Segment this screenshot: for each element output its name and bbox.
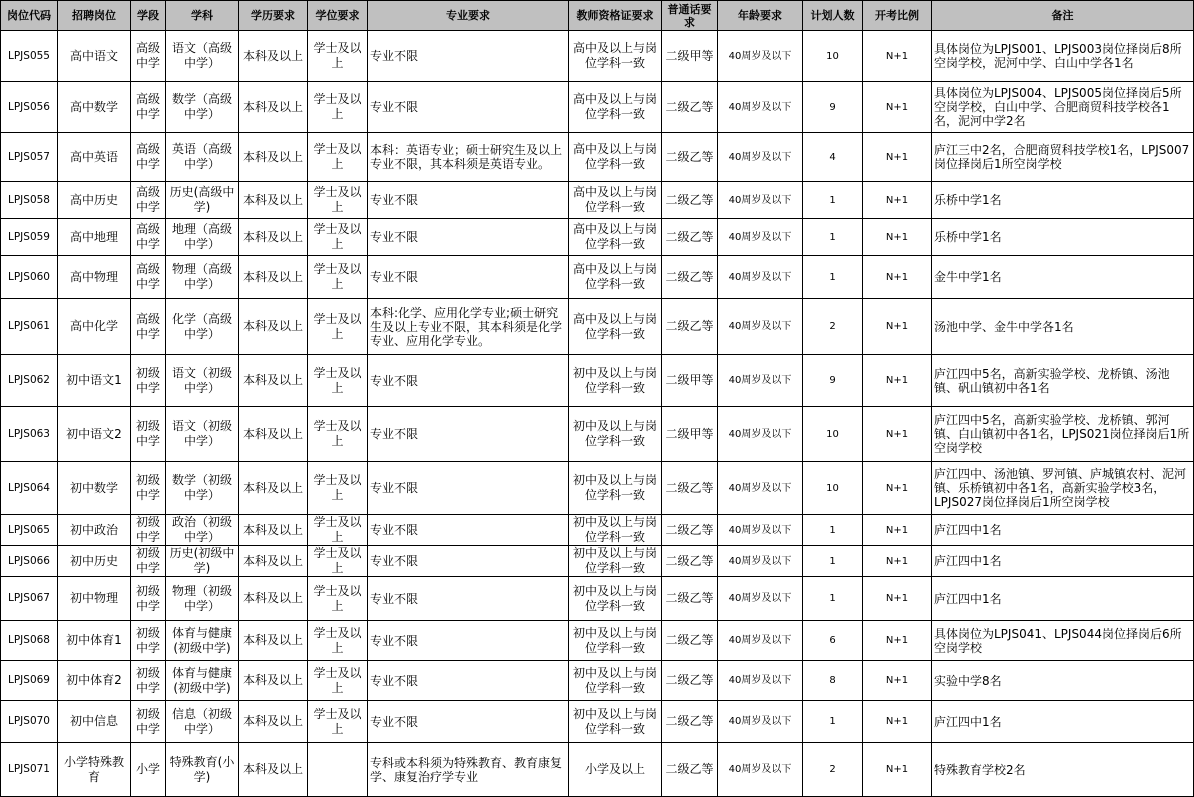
note-cell: 庐江四中1名	[932, 701, 1194, 743]
count-cell: 1	[803, 515, 863, 546]
education-cell: 本科及以上	[239, 577, 308, 621]
certificate-cell: 高中及以上与岗位学科一致	[569, 299, 662, 355]
header-ratio: 开考比例	[863, 1, 932, 31]
stage-cell: 初级中学	[131, 577, 166, 621]
education-cell: 本科及以上	[239, 355, 308, 407]
degree-cell: 学士及以上	[308, 355, 368, 407]
stage-cell: 初级中学	[131, 407, 166, 462]
stage-cell: 高级中学	[131, 82, 166, 133]
mandarin-cell: 二级甲等	[662, 31, 718, 82]
certificate-cell: 初中及以上与岗位学科一致	[569, 701, 662, 743]
mandarin-cell: 二级乙等	[662, 462, 718, 515]
certificate-cell: 高中及以上与岗位学科一致	[569, 82, 662, 133]
ratio-cell: N+1	[863, 661, 932, 701]
code-cell: LPJS066	[1, 546, 58, 577]
subject-cell: 数学（初级中学）	[166, 462, 239, 515]
ratio-cell: N+1	[863, 182, 932, 219]
note-cell: 庐江四中、汤池镇、罗河镇、庐城镇农村、泥河镇、乐桥镇初中各1名，高新实验学校3名，LPJS027岗位择岗后1所空岗学校	[932, 462, 1194, 515]
degree-cell: 学士及以上	[308, 462, 368, 515]
post-cell: 初中数学	[58, 462, 131, 515]
degree-cell: 学士及以上	[308, 661, 368, 701]
header-subject: 学科	[166, 1, 239, 31]
note-cell: 金牛中学1名	[932, 256, 1194, 299]
mandarin-cell: 二级甲等	[662, 355, 718, 407]
stage-cell: 小学	[131, 743, 166, 797]
table-row	[1, 407, 1194, 462]
count-cell: 10	[803, 462, 863, 515]
mandarin-cell: 二级乙等	[662, 82, 718, 133]
code-cell: LPJS057	[1, 133, 58, 182]
mandarin-cell: 二级乙等	[662, 661, 718, 701]
stage-cell: 初级中学	[131, 661, 166, 701]
table-header	[1, 1, 1194, 31]
ratio-cell: N+1	[863, 407, 932, 462]
code-cell: LPJS055	[1, 31, 58, 82]
table-row	[1, 661, 1194, 701]
education-cell: 本科及以上	[239, 407, 308, 462]
table-row	[1, 182, 1194, 219]
note-cell: 具体岗位为LPJS041、LPJS044岗位择岗后6所空岗学校	[932, 621, 1194, 661]
stage-cell: 初级中学	[131, 621, 166, 661]
certificate-cell: 高中及以上与岗位学科一致	[569, 256, 662, 299]
header-major: 专业要求	[368, 1, 569, 31]
subject-cell: 地理（高级中学）	[166, 219, 239, 256]
major-cell: 本科：英语专业；硕士研究生及以上专业不限，其本科须是英语专业。	[368, 133, 569, 182]
major-cell: 专业不限	[368, 621, 569, 661]
major-cell: 专业不限	[368, 31, 569, 82]
certificate-cell: 初中及以上与岗位学科一致	[569, 621, 662, 661]
education-cell: 本科及以上	[239, 462, 308, 515]
count-cell: 1	[803, 701, 863, 743]
major-cell: 专业不限	[368, 701, 569, 743]
ratio-cell: N+1	[863, 82, 932, 133]
table-row	[1, 133, 1194, 182]
post-cell: 初中体育1	[58, 621, 131, 661]
subject-cell: 英语（高级中学）	[166, 133, 239, 182]
count-cell: 1	[803, 219, 863, 256]
header-degree: 学位要求	[308, 1, 368, 31]
code-cell: LPJS058	[1, 182, 58, 219]
mandarin-cell: 二级乙等	[662, 701, 718, 743]
degree-cell: 学士及以上	[308, 577, 368, 621]
ratio-cell: N+1	[863, 743, 932, 797]
code-cell: LPJS067	[1, 577, 58, 621]
ratio-cell: N+1	[863, 577, 932, 621]
major-cell: 专业不限	[368, 355, 569, 407]
count-cell: 1	[803, 546, 863, 577]
count-cell: 9	[803, 82, 863, 133]
education-cell: 本科及以上	[239, 256, 308, 299]
major-cell: 专业不限	[368, 546, 569, 577]
age-cell: 40周岁及以下	[718, 31, 803, 82]
count-cell: 10	[803, 407, 863, 462]
table-row	[1, 256, 1194, 299]
mandarin-cell: 二级乙等	[662, 182, 718, 219]
certificate-cell: 高中及以上与岗位学科一致	[569, 133, 662, 182]
post-cell: 初中物理	[58, 577, 131, 621]
mandarin-cell: 二级乙等	[662, 219, 718, 256]
note-cell: 实验中学8名	[932, 661, 1194, 701]
ratio-cell: N+1	[863, 546, 932, 577]
age-cell: 40周岁及以下	[718, 577, 803, 621]
major-cell: 专业不限	[368, 577, 569, 621]
header-mandarin: 普通话要求	[662, 1, 718, 31]
post-cell: 高中化学	[58, 299, 131, 355]
major-cell: 专业不限	[368, 256, 569, 299]
major-cell: 专业不限	[368, 182, 569, 219]
table-row	[1, 299, 1194, 355]
note-cell: 乐桥中学1名	[932, 219, 1194, 256]
post-cell: 小学特殊教育	[58, 743, 131, 797]
certificate-cell: 高中及以上与岗位学科一致	[569, 219, 662, 256]
age-cell: 40周岁及以下	[718, 219, 803, 256]
major-cell: 专业不限	[368, 219, 569, 256]
stage-cell: 初级中学	[131, 355, 166, 407]
education-cell: 本科及以上	[239, 299, 308, 355]
post-cell: 高中英语	[58, 133, 131, 182]
subject-cell: 体育与健康(初级中学)	[166, 621, 239, 661]
ratio-cell: N+1	[863, 701, 932, 743]
age-cell: 40周岁及以下	[718, 133, 803, 182]
table-row	[1, 743, 1194, 797]
code-cell: LPJS069	[1, 661, 58, 701]
education-cell: 本科及以上	[239, 515, 308, 546]
certificate-cell: 高中及以上与岗位学科一致	[569, 31, 662, 82]
ratio-cell: N+1	[863, 462, 932, 515]
table-row	[1, 31, 1194, 82]
count-cell: 1	[803, 577, 863, 621]
subject-cell: 历史(初级中学)	[166, 546, 239, 577]
ratio-cell: N+1	[863, 355, 932, 407]
age-cell: 40周岁及以下	[718, 661, 803, 701]
certificate-cell: 初中及以上与岗位学科一致	[569, 407, 662, 462]
note-cell: 庐江四中1名	[932, 546, 1194, 577]
count-cell: 2	[803, 299, 863, 355]
note-cell: 庐江四中1名	[932, 577, 1194, 621]
ratio-cell: N+1	[863, 31, 932, 82]
count-cell: 4	[803, 133, 863, 182]
ratio-cell: N+1	[863, 299, 932, 355]
education-cell: 本科及以上	[239, 133, 308, 182]
code-cell: LPJS061	[1, 299, 58, 355]
major-cell: 专业不限	[368, 82, 569, 133]
post-cell: 高中地理	[58, 219, 131, 256]
count-cell: 2	[803, 743, 863, 797]
code-cell: LPJS065	[1, 515, 58, 546]
header-note: 备注	[932, 1, 1194, 31]
education-cell: 本科及以上	[239, 219, 308, 256]
degree-cell: 学士及以上	[308, 701, 368, 743]
mandarin-cell: 二级乙等	[662, 546, 718, 577]
mandarin-cell: 二级乙等	[662, 743, 718, 797]
mandarin-cell: 二级乙等	[662, 621, 718, 661]
count-cell: 10	[803, 31, 863, 82]
stage-cell: 高级中学	[131, 256, 166, 299]
subject-cell: 化学（高级中学）	[166, 299, 239, 355]
post-cell: 高中语文	[58, 31, 131, 82]
major-cell: 专业不限	[368, 407, 569, 462]
education-cell: 本科及以上	[239, 621, 308, 661]
note-cell: 庐江四中1名	[932, 515, 1194, 546]
age-cell: 40周岁及以下	[718, 407, 803, 462]
degree-cell: 学士及以上	[308, 31, 368, 82]
age-cell: 40周岁及以下	[718, 355, 803, 407]
post-cell: 初中政治	[58, 515, 131, 546]
post-cell: 初中语文2	[58, 407, 131, 462]
table-row	[1, 355, 1194, 407]
table-row	[1, 577, 1194, 621]
table-body	[1, 31, 1194, 797]
subject-cell: 特殊教育(小学)	[166, 743, 239, 797]
table-row	[1, 462, 1194, 515]
note-cell: 庐江四中5名，高新实验学校、龙桥镇、汤池镇、矾山镇初中各1名	[932, 355, 1194, 407]
mandarin-cell: 二级甲等	[662, 407, 718, 462]
certificate-cell: 初中及以上与岗位学科一致	[569, 462, 662, 515]
post-cell: 初中信息	[58, 701, 131, 743]
age-cell: 40周岁及以下	[718, 701, 803, 743]
major-cell: 专业不限	[368, 462, 569, 515]
mandarin-cell: 二级乙等	[662, 256, 718, 299]
age-cell: 40周岁及以下	[718, 515, 803, 546]
note-cell: 具体岗位为LPJS004、LPJS005岗位择岗后5所空岗学校，白山中学、合肥商贸科技学校各1名，泥河中学2名	[932, 82, 1194, 133]
post-cell: 初中历史	[58, 546, 131, 577]
education-cell: 本科及以上	[239, 546, 308, 577]
age-cell: 40周岁及以下	[718, 182, 803, 219]
subject-cell: 物理（高级中学）	[166, 256, 239, 299]
age-cell: 40周岁及以下	[718, 299, 803, 355]
note-cell: 乐桥中学1名	[932, 182, 1194, 219]
stage-cell: 初级中学	[131, 546, 166, 577]
stage-cell: 初级中学	[131, 462, 166, 515]
subject-cell: 语文（初级中学）	[166, 407, 239, 462]
certificate-cell: 小学及以上	[569, 743, 662, 797]
ratio-cell: N+1	[863, 256, 932, 299]
table-row	[1, 701, 1194, 743]
education-cell: 本科及以上	[239, 31, 308, 82]
ratio-cell: N+1	[863, 621, 932, 661]
subject-cell: 物理（初级中学）	[166, 577, 239, 621]
header-education: 学历要求	[239, 1, 308, 31]
subject-cell: 语文（高级中学）	[166, 31, 239, 82]
ratio-cell: N+1	[863, 515, 932, 546]
certificate-cell: 初中及以上与岗位学科一致	[569, 661, 662, 701]
note-cell: 庐江四中5名，高新实验学校、龙桥镇、郭河镇、白山镇初中各1名，LPJS021岗位择岗后1所空岗学校	[932, 407, 1194, 462]
code-cell: LPJS063	[1, 407, 58, 462]
count-cell: 8	[803, 661, 863, 701]
header-code: 岗位代码	[1, 1, 58, 31]
education-cell: 本科及以上	[239, 743, 308, 797]
mandarin-cell: 二级乙等	[662, 133, 718, 182]
table-row	[1, 546, 1194, 577]
degree-cell: 学士及以上	[308, 515, 368, 546]
ratio-cell: N+1	[863, 133, 932, 182]
major-cell: 专业不限	[368, 661, 569, 701]
code-cell: LPJS059	[1, 219, 58, 256]
certificate-cell: 初中及以上与岗位学科一致	[569, 355, 662, 407]
stage-cell: 高级中学	[131, 299, 166, 355]
count-cell: 1	[803, 182, 863, 219]
degree-cell: 学士及以上	[308, 82, 368, 133]
education-cell: 本科及以上	[239, 82, 308, 133]
education-cell: 本科及以上	[239, 661, 308, 701]
subject-cell: 信息（初级中学）	[166, 701, 239, 743]
table-row	[1, 621, 1194, 661]
count-cell: 6	[803, 621, 863, 661]
age-cell: 40周岁及以下	[718, 546, 803, 577]
note-cell: 具体岗位为LPJS001、LPJS003岗位择岗后8所空岗学校，泥河中学、白山中学各1名	[932, 31, 1194, 82]
certificate-cell: 初中及以上与岗位学科一致	[569, 546, 662, 577]
table-row	[1, 219, 1194, 256]
code-cell: LPJS068	[1, 621, 58, 661]
education-cell: 本科及以上	[239, 182, 308, 219]
code-cell: LPJS056	[1, 82, 58, 133]
note-cell: 汤池中学、金牛中学各1名	[932, 299, 1194, 355]
header-age: 年龄要求	[718, 1, 803, 31]
post-cell: 初中体育2	[58, 661, 131, 701]
stage-cell: 高级中学	[131, 133, 166, 182]
note-cell: 特殊教育学校2名	[932, 743, 1194, 797]
ratio-cell: N+1	[863, 219, 932, 256]
age-cell: 40周岁及以下	[718, 743, 803, 797]
major-cell: 专业不限	[368, 515, 569, 546]
degree-cell: 学士及以上	[308, 133, 368, 182]
header-certificate: 教师资格证要求	[569, 1, 662, 31]
table-row	[1, 82, 1194, 133]
count-cell: 9	[803, 355, 863, 407]
mandarin-cell: 二级乙等	[662, 299, 718, 355]
post-cell: 高中物理	[58, 256, 131, 299]
stage-cell: 高级中学	[131, 182, 166, 219]
code-cell: LPJS062	[1, 355, 58, 407]
degree-cell: 学士及以上	[308, 407, 368, 462]
stage-cell: 初级中学	[131, 701, 166, 743]
subject-cell: 语文（初级中学）	[166, 355, 239, 407]
header-post: 招聘岗位	[58, 1, 131, 31]
age-cell: 40周岁及以下	[718, 462, 803, 515]
degree-cell: 学士及以上	[308, 546, 368, 577]
degree-cell: 学士及以上	[308, 299, 368, 355]
degree-cell: 学士及以上	[308, 621, 368, 661]
subject-cell: 政治（初级中学）	[166, 515, 239, 546]
subject-cell: 历史(高级中学)	[166, 182, 239, 219]
mandarin-cell: 二级乙等	[662, 515, 718, 546]
code-cell: LPJS060	[1, 256, 58, 299]
age-cell: 40周岁及以下	[718, 82, 803, 133]
code-cell: LPJS070	[1, 701, 58, 743]
subject-cell: 数学（高级中学）	[166, 82, 239, 133]
certificate-cell: 初中及以上与岗位学科一致	[569, 515, 662, 546]
post-cell: 高中历史	[58, 182, 131, 219]
certificate-cell: 初中及以上与岗位学科一致	[569, 577, 662, 621]
degree-cell	[308, 743, 368, 797]
education-cell: 本科及以上	[239, 701, 308, 743]
certificate-cell: 高中及以上与岗位学科一致	[569, 182, 662, 219]
age-cell: 40周岁及以下	[718, 256, 803, 299]
age-cell: 40周岁及以下	[718, 621, 803, 661]
table-row	[1, 515, 1194, 546]
header-stage: 学段	[131, 1, 166, 31]
note-cell: 庐江三中2名，合肥商贸科技学校1名，LPJS007岗位择岗后1所空岗学校	[932, 133, 1194, 182]
mandarin-cell: 二级乙等	[662, 577, 718, 621]
subject-cell: 体育与健康(初级中学)	[166, 661, 239, 701]
header-count: 计划人数	[803, 1, 863, 31]
post-cell: 初中语文1	[58, 355, 131, 407]
major-cell: 专科或本科须为特殊教育、教育康复学、康复治疗学专业	[368, 743, 569, 797]
degree-cell: 学士及以上	[308, 182, 368, 219]
stage-cell: 高级中学	[131, 31, 166, 82]
stage-cell: 初级中学	[131, 515, 166, 546]
header-row	[1, 1, 1194, 31]
code-cell: LPJS071	[1, 743, 58, 797]
count-cell: 1	[803, 256, 863, 299]
major-cell: 本科:化学、应用化学专业;硕士研究生及以上专业不限，其本科须是化学专业、应用化学专业。	[368, 299, 569, 355]
stage-cell: 高级中学	[131, 219, 166, 256]
code-cell: LPJS064	[1, 462, 58, 515]
degree-cell: 学士及以上	[308, 256, 368, 299]
post-cell: 高中数学	[58, 82, 131, 133]
degree-cell: 学士及以上	[308, 219, 368, 256]
